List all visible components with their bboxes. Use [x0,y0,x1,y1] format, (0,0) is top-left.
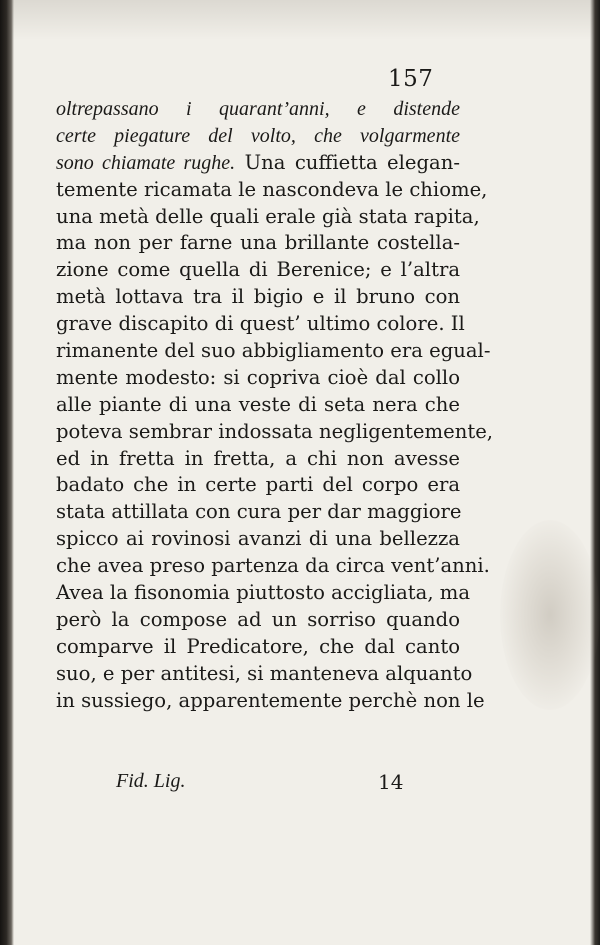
text-line: spicco ai rovinosi avanzi di una bellezza [56,527,460,551]
text-line [56,150,460,177]
text-line: oltrepassano i quarant’anni, e distende [56,98,460,120]
text-line: Avea la fisonomia piuttosto accigliata, ma [56,581,471,605]
paper-stain [500,520,600,710]
top-shadow [0,0,600,40]
text-line: mente modesto: si copriva cioè dal collo [56,365,460,389]
page-right-edge [590,0,600,945]
text-line: metà lottava tra il bigio e il bruno con [56,285,460,309]
binding-gutter [0,0,14,945]
text-line: badato che in certe parti del corpo era [56,473,460,497]
text-line: però la compose ad un sorriso quando [56,607,460,631]
page-number: 157 [388,66,434,92]
text-line: zione come quella di Berenice; e l’altra [56,258,460,282]
text-line: una metà delle quali erale già stata rapita, [56,204,480,228]
signature-number: 14 [378,770,404,794]
text-line: ma non per farne una brillante costella- [56,231,460,255]
text-line: comparve il Predicatore, che dal canto [56,634,460,658]
text-line-italic-part: sono chiamate rughe. [56,151,236,174]
text-line: temente ricamata le nascondeva le chiome, [56,177,488,201]
text-line: che avea preso partenza da circa vent’anni. [56,554,490,578]
text-line: ed in fretta in fretta, a chi non avesse [56,446,460,470]
text-line: grave discapito di quest’ ultimo colore. Il [56,312,465,336]
text-line: alle piante di una veste di seta nera che [56,392,460,416]
body-text [56,96,494,714]
text-line: suo, e per antitesi, si manteneva alquanto [56,661,473,685]
text-line-roman-part: Una cuffietta elegan- [235,150,460,174]
text-line: poteva sembrar indossata negligentemente, [56,419,494,443]
page-footer [116,770,406,798]
signature-mark: Fid. Lig. [116,770,186,792]
text-line: certe piegature del volto, che volgarmente [56,124,460,147]
text-line: stata attillata con cura per dar maggiore [56,500,462,524]
text-line: rimanente del suo abbigliamento era egual- [56,339,491,363]
text-line: in sussiego, apparentemente perchè non le [56,688,485,712]
